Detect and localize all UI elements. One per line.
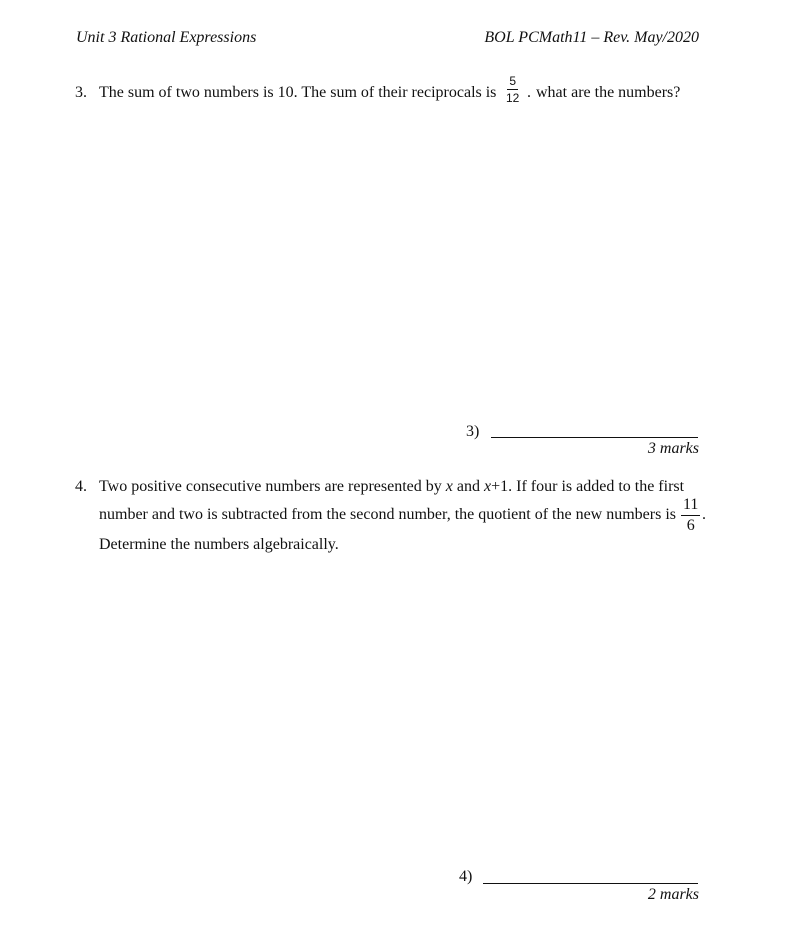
header-unit-title: Unit 3 Rational Expressions: [76, 29, 257, 46]
marks-label: 2 marks: [647, 886, 699, 903]
question-number: 3.: [75, 84, 87, 101]
question-text-line-1: [99, 478, 684, 496]
text-segment: +1.: [491, 478, 513, 495]
punctuation: .: [702, 506, 706, 523]
answer-label: 4): [459, 868, 473, 885]
fraction-denominator: 6: [686, 517, 695, 534]
punctuation: .: [527, 84, 531, 101]
answer-line[interactable]: [491, 437, 698, 438]
answer-line[interactable]: [483, 883, 698, 884]
fraction-11-over-6: [681, 497, 700, 534]
fraction-denominator: 12: [506, 91, 520, 105]
question-text: The sum of two numbers is 10. The sum of their reciprocals is: [99, 84, 497, 101]
answer-label: 3): [466, 423, 480, 440]
text-segment: If four is added to the first: [516, 478, 685, 495]
question-text-continued: what are the numbers?: [536, 84, 681, 101]
question-number: 4.: [75, 478, 87, 495]
question-text-line-3: Determine the numbers algebraically.: [99, 536, 339, 553]
fraction-numerator: 5: [509, 74, 517, 88]
header-course-revision: BOL PCMath11 – Rev. May/2020: [484, 29, 699, 46]
question-text-line-2: number and two is subtracted from the second number, the quotient of the new numbers is: [99, 506, 676, 523]
fraction-numerator: 11: [681, 497, 700, 516]
text-segment: and: [456, 478, 480, 495]
marks-label: 3 marks: [647, 440, 699, 457]
fraction-5-over-12: [506, 75, 519, 104]
text-segment: Two positive consecutive numbers are represented by: [99, 478, 442, 495]
variable-x: x: [483, 478, 492, 495]
variable-x: x: [445, 478, 453, 495]
